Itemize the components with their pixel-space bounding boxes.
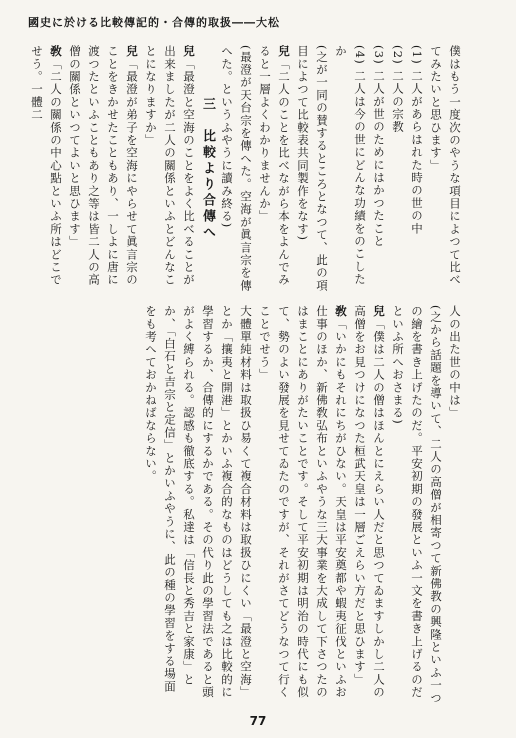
dialogue-line — [350, 305, 388, 705]
paragraph: 大體單純材料は取扱ひ易くて複合材料は取扱ひにくい「最澄と空海」とか「攘夷と開港」とかいふ複合的なものはどうしても之は比較的に學習するか、合傳的にするかである。その代り此の學習法であると頭がよく縛られる。認感も徹底する。私達は「信長と秀吉と家康」とか、「白石と吉宗と定信」とかいふやうに、此の種の學習をする場面をも考へておかねばならない。 — [144, 305, 253, 699]
list-item: (4) 二人は今の世にどんな功績をのこしたか — [334, 45, 367, 286]
dialogue-text: 「二人の關係の中心點といふ所はどこでせう。一體二 — [30, 45, 63, 287]
dialogue-text: 「最澄と空海のことをよく比べることが出来ましたが二人の關係といふとどんなことになりますか」 — [144, 45, 196, 287]
dialogue-text: 「僕は二人の僧はほんとにえらい人だと思つてゐますしかし二人の高僧をお見つけになつた桓武天皇は一層ごえらい方だと思ひます」 — [353, 305, 386, 699]
running-header: 國史に於ける比較傳記的・合傳的取扱――大松 — [28, 16, 280, 29]
dialogue-line — [27, 45, 65, 295]
section-heading: 三 比較より合傳へ — [200, 97, 215, 241]
dialogue-line — [65, 45, 141, 295]
list-item: (3) 二人が世のためにはかつたこと — [372, 45, 386, 248]
speaker-label: 兒 — [277, 45, 291, 58]
page-number: 77 — [249, 714, 267, 728]
dialogue-line — [255, 305, 350, 705]
speaker-label: 敎 — [334, 305, 348, 318]
dialogue-text: 「いかにもそれにちがひない。天皇は平安奠都や蝦夷征伐といふお仕事のほか、新佛敎弘布といふやうな三大事業を大成して下さつたのはまことにありがたいことです。そして平安初期は明治の時代にも似て、勢のよい發展を見せてゐたのですが、それがさてどうなつて行くことでせう」 — [258, 305, 348, 699]
speaker-label: 兒 — [182, 45, 196, 58]
speaker-label: 兒 — [372, 305, 386, 318]
note: (之が一同の賛するところとなつて、此の項目によつて比較表共同製作をなす) — [296, 45, 329, 292]
dialogue-line — [255, 45, 293, 295]
note: (之から話題を導いて、二人の高僧が相寄つて新佛教の興隆といふ一つの繪を書き上げたのだ。平安初期の發展といふ一文を書き上げるのだといふ所へおさまる) — [391, 305, 443, 705]
list-item: (1) 二人があらはれた時の世の中 — [410, 45, 424, 235]
speaker-label: 兒 — [125, 45, 139, 58]
paragraph: 人の出た世の中は」 — [448, 305, 462, 420]
paragraph: 僕はもう一度次のやうな項目によつて比べてみたいと思ひます」 — [429, 45, 462, 287]
dialogue-text: 「最澄が弟子を空海にやらせて眞言宗のことをきかせたこともあり、一しよに唐に渡つたといふこともあり之等は皆二人の高僧の關係といつてよいと思ひます」 — [68, 45, 139, 287]
top-text-block — [24, 45, 464, 295]
list-item: (2) 二人の宗教 — [391, 45, 405, 134]
note: (最澄が天台宗を傳へた。空海が眞言宗を傳へた。というふやうに讀み終る) — [220, 45, 253, 292]
dialogue-text: 「二人のことを比べながら本をよんでみると一層よくわかりませんか」 — [258, 45, 291, 287]
bottom-text-block — [24, 305, 464, 705]
speaker-label: 敎 — [49, 45, 63, 58]
dialogue-line — [141, 45, 198, 295]
